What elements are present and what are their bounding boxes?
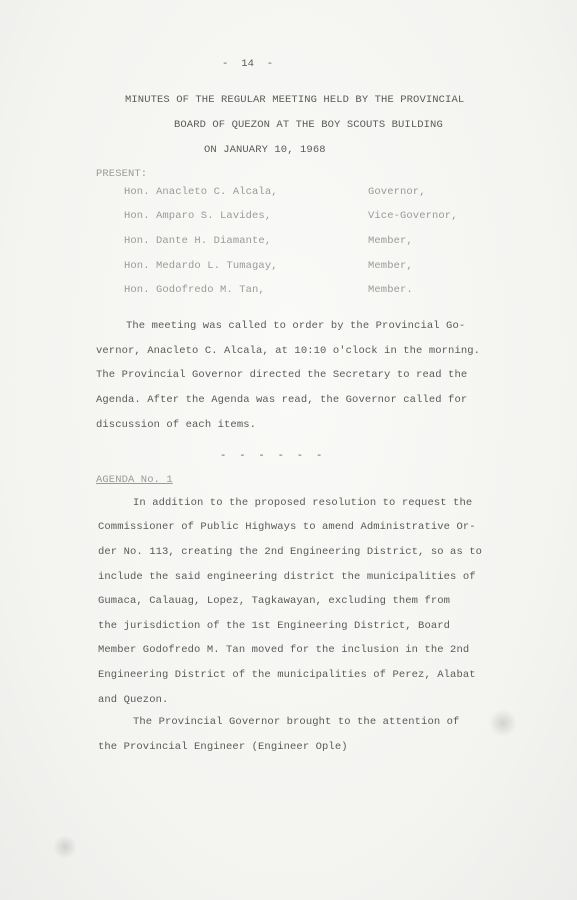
attendee-name: Hon. Dante H. Diamante, xyxy=(124,235,272,247)
closing-line-2: the Provincial Engineer (Engineer Ople) xyxy=(98,741,348,753)
agenda-line-3: der No. 113, creating the 2nd Engineering District, so as to xyxy=(98,546,483,558)
attendee-name: Hon. Medardo L. Tumagay, xyxy=(124,260,278,272)
title-line-2: BOARD OF QUEZON AT THE BOY SCOUTS BUILDING xyxy=(174,119,443,131)
agenda-line-7: Member Godofredo M. Tan moved for the inclusion in the 2nd xyxy=(98,644,470,656)
agenda-line-9: and Quezon. xyxy=(98,694,169,706)
intro-line-1: The meeting was called to order by the Provincial Go- xyxy=(126,320,466,332)
page-number: - 14 - xyxy=(222,58,274,70)
intro-line-4: Agenda. After the Agenda was read, the Governor called for xyxy=(96,394,468,406)
intro-line-5: discussion of each items. xyxy=(96,419,257,431)
attendee-name: Hon. Godofredo M. Tan, xyxy=(124,284,265,296)
present-label: PRESENT: xyxy=(96,168,148,180)
attendee-role: Vice-Governor, xyxy=(368,210,458,222)
agenda-line-6: the jurisdiction of the 1st Engineering District, Board xyxy=(98,620,451,632)
paper-stain xyxy=(54,834,76,860)
attendee-role: Member, xyxy=(368,260,413,272)
closing-line-1: The Provincial Governor brought to the attention of xyxy=(133,716,460,728)
section-separator: - - - - - - xyxy=(220,450,323,462)
agenda-line-2: Commissioner of Public Highways to amend Administrative Or- xyxy=(98,521,476,533)
title-line-1: MINUTES OF THE REGULAR MEETING HELD BY THE PROVINCIAL xyxy=(125,94,465,106)
agenda-line-4: include the said engineering district the municipalities of xyxy=(98,571,476,583)
attendee-role: Member. xyxy=(368,284,413,296)
attendee-name: Hon. Anacleto C. Alcala, xyxy=(124,186,278,198)
title-line-3: ON JANUARY 10, 1968 xyxy=(204,144,326,156)
intro-line-2: vernor, Anacleto C. Alcala, at 10:10 o'clock in the morning. xyxy=(96,345,481,357)
agenda-line-1: In addition to the proposed resolution to request the xyxy=(133,497,473,509)
paper-stain xyxy=(490,708,516,738)
agenda-line-5: Gumaca, Calauag, Lopez, Tagkawayan, excluding them from xyxy=(98,595,451,607)
attendee-name: Hon. Amparo S. Lavides, xyxy=(124,210,272,222)
attendee-role: Member, xyxy=(368,235,413,247)
agenda-line-8: Engineering District of the municipalities of Perez, Alabat xyxy=(98,669,476,681)
attendee-role: Governor, xyxy=(368,186,426,198)
intro-line-3: The Provincial Governor directed the Secretary to read the xyxy=(96,369,468,381)
agenda-heading: AGENDA No. 1 xyxy=(96,474,173,486)
